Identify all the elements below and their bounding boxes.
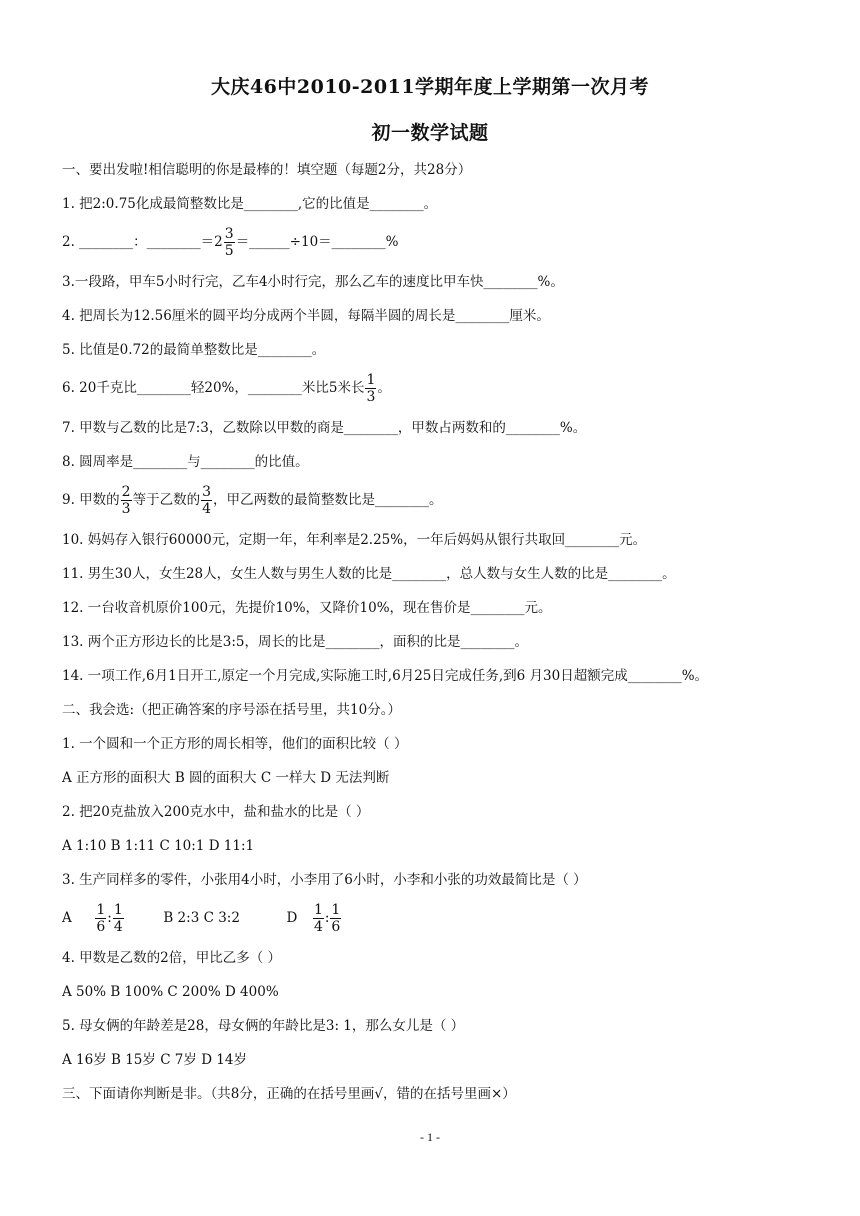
q3-optA-frac1 — [95, 902, 106, 935]
q2-suffix: ＝______÷10＝________% — [235, 234, 399, 250]
q3-optD-d1: 4 — [313, 919, 323, 935]
q3-option-a-label: A — [62, 910, 72, 926]
s2-question-3: 3. 生产同样多的零件，小张用4小时，小李用了6小时，小李和小张的功效最简比是（ ） — [62, 872, 587, 888]
q6-prefix: 6. 20千克比________轻20%，________米比5米长 — [62, 380, 365, 396]
section2-heading: 二、我会选:（把正确答案的序号添在括号里，共10分。） — [62, 702, 401, 718]
s1-question-6 — [62, 372, 842, 405]
q3-optA-n2: 1 — [113, 902, 123, 918]
section3-heading: 三、下面请你判断是非。（共8分，正确的在括号里画√，错的在括号里画×） — [62, 1086, 516, 1102]
q9-suffix: ，甲乙两数的最简整数比是________。 — [213, 492, 443, 508]
q6-frac-num: 1 — [366, 372, 376, 388]
s1-question-8: 8. 圆周率是________与________的比值。 — [62, 454, 309, 470]
q3-optD-n2: 1 — [331, 902, 341, 918]
s2-question-2-options: A 1:10 B 1:11 C 10:1 D 11:1 — [62, 838, 255, 854]
s1-question-7: 7. 甲数与乙数的比是7:3，乙数除以甲数的商是________，甲数占两数和的________%。 — [62, 420, 587, 436]
q3-optA-d1: 6 — [96, 919, 106, 935]
page-number: - 1 - — [420, 1130, 440, 1144]
s1-question-3: 3.一段路，甲车5小时行完，乙车4小时行完，那么乙车的速度比甲车快________%。 — [62, 274, 564, 290]
q2-fraction — [224, 226, 235, 259]
q2-frac-den: 5 — [224, 243, 234, 259]
q6-fraction — [365, 372, 376, 405]
exam-title: 大庆46中2010-2011学期年度上学期第一次月考 — [210, 76, 650, 98]
s2-question-2: 2. 把20克盐放入200克水中，盐和盐水的比是（ ） — [62, 804, 370, 820]
q9-frac2-num: 3 — [202, 484, 212, 500]
q6-suffix: 。 — [377, 380, 391, 396]
q3-optA-n1: 1 — [96, 902, 106, 918]
q2-prefix: 2. ________：________＝2 — [62, 234, 223, 250]
s2-question-3-options: A $\frac{1}{6}$ : $\frac{1}{4}$ B 2:3 C 3:2 D $\frac{1}{4}$ : $\frac{1}{6}$ — [62, 902, 341, 935]
q9-frac1-num: 2 — [121, 484, 131, 500]
q3-optD-frac2 — [330, 902, 341, 935]
q2-frac-num: 3 — [224, 226, 234, 242]
s1-question-9 — [62, 484, 842, 517]
s2-question-4: 4. 甲数是乙数的2倍，甲比乙多（ ） — [62, 950, 282, 966]
q3-option-d-label: D — [286, 910, 298, 926]
s1-question-4: 4. 把周长为12.56厘米的圆平均分成两个半圆，每隔半圆的周长是________厘米。 — [62, 308, 550, 324]
s1-question-11: 11. 男生30人，女生28人，女生人数与男生人数的比是________，总人数与女生人数的比是________。 — [62, 566, 676, 582]
q3-options-b-c: B 2:3 C 3:2 — [163, 910, 240, 926]
q9-frac1-den: 3 — [121, 501, 131, 517]
q9-frac2-den: 4 — [202, 501, 212, 517]
s2-question-1: 1. 一个圆和一个正方形的周长相等，他们的面积比较（ ） — [62, 736, 408, 752]
q9-mid: 等于乙数的 — [132, 492, 201, 508]
q3-optA-frac2 — [113, 902, 124, 935]
q9-prefix: 9. 甲数的 — [62, 492, 120, 508]
s1-question-10: 10. 妈妈存入银行60000元，定期一年，年利率是2.25%，一年后妈妈从银行共取回________元。 — [62, 532, 647, 548]
q3-optD-n1: 1 — [313, 902, 323, 918]
s1-question-1: 1. 把2:0.75化成最简整数比是________,它的比值是________。 — [62, 196, 438, 212]
exam-subtitle: 初一数学试题 — [371, 122, 489, 144]
q6-frac-den: 3 — [366, 389, 376, 405]
q9-fraction-2 — [201, 484, 212, 517]
s1-question-12: 12. 一台收音机原价100元，先提价10%，又降价10%，现在售价是________元。 — [62, 600, 552, 616]
q3-optA-d2: 4 — [113, 919, 123, 935]
s1-question-2 — [62, 226, 842, 259]
q9-fraction-1 — [121, 484, 132, 517]
s1-question-5: 5. 比值是0.72的最简单整数比是________。 — [62, 342, 326, 358]
s2-question-5-options: A 16岁 B 15岁 C 7岁 D 14岁 — [62, 1052, 247, 1068]
s2-question-1-options: A 正方形的面积大 B 圆的面积大 C 一样大 D 无法判断 — [62, 770, 390, 786]
s2-question-4-options: A 50% B 100% C 200% D 400% — [62, 984, 279, 1000]
q3-optD-frac1 — [313, 902, 324, 935]
s2-question-5: 5. 母女俩的年龄差是28，母女俩的年龄比是3: 1，那么女儿是（ ） — [62, 1018, 465, 1034]
q3-optD-d2: 6 — [331, 919, 341, 935]
s1-question-13: 13. 两个正方形边长的比是3:5，周长的比是________，面积的比是________。 — [62, 634, 528, 650]
section1-heading: 一、要出发啦!相信聪明的你是最棒的！填空题（每题2分，共28分） — [62, 162, 472, 178]
s1-question-14: 14. 一项工作,6月1日开工,原定一个月完成,实际施工时,6月25日完成任务,到6 月30日超额完成________%。 — [62, 668, 709, 684]
